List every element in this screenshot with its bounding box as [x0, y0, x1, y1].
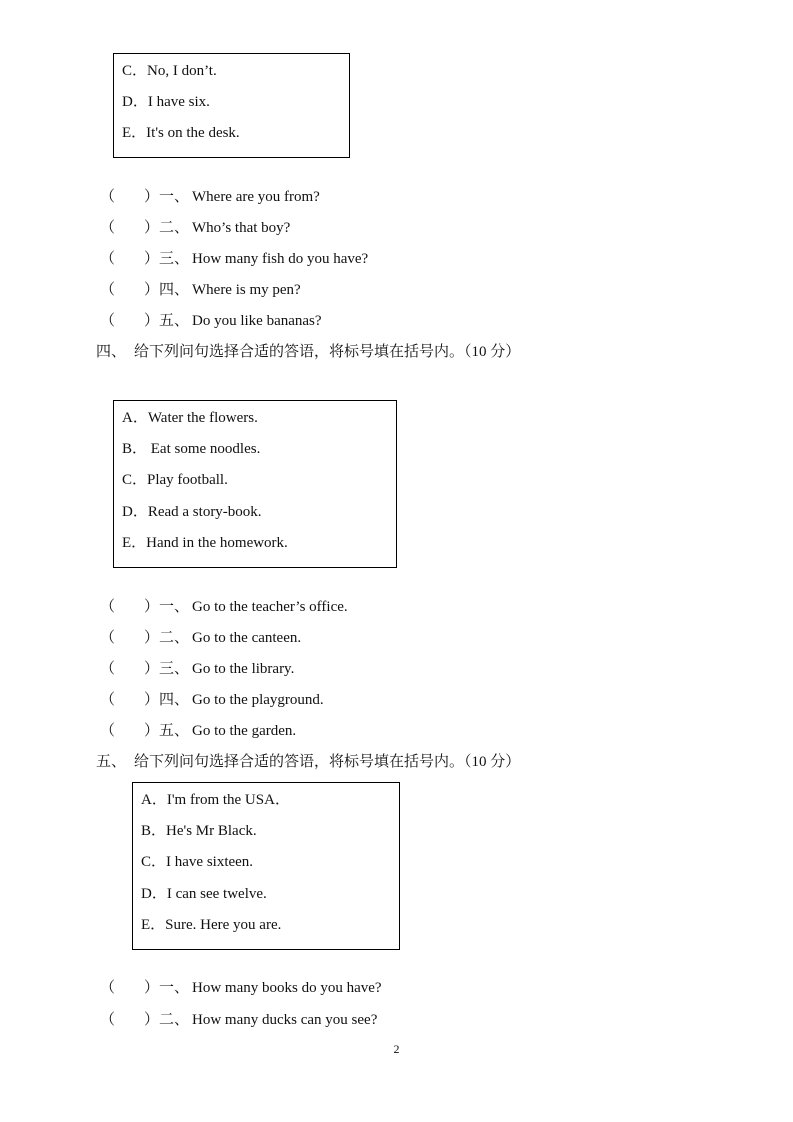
option-d: D．Read a story-book.: [122, 504, 262, 520]
answer-paren-open: （: [100, 630, 116, 646]
section-number: 四、: [96, 344, 127, 360]
question-text: Go to the library.: [192, 661, 295, 677]
question-text: Go to the canteen.: [192, 630, 302, 646]
answer-paren-close: ）五、: [144, 313, 190, 329]
option-b: B． Eat some noodles.: [122, 441, 261, 457]
answer-options-box-3: [132, 782, 400, 950]
answer-paren-close: ）一、: [144, 980, 190, 996]
answer-paren-open: （: [100, 723, 116, 739]
answer-paren-open: （: [100, 313, 116, 329]
question-text: Do you like bananas?: [192, 313, 322, 329]
answer-paren-close: ）五、: [144, 723, 190, 739]
section-instruction: 给下列问句选择合适的答语，将标号填在括号内。（10 分）: [134, 754, 521, 770]
question-text: How many books do you have?: [192, 980, 382, 996]
answer-paren-close: ）一、: [144, 599, 190, 615]
answer-paren-close: ）三、: [144, 251, 190, 267]
answer-paren-open: （: [100, 282, 116, 298]
option-b: B．He's Mr Black.: [141, 823, 257, 839]
question-text: Where are you from?: [192, 189, 320, 205]
answer-paren-open: （: [100, 220, 116, 236]
option-c: C．No, I don’t.: [122, 63, 217, 79]
question-text: Go to the garden.: [192, 723, 297, 739]
option-e: E．It's on the desk.: [122, 125, 240, 141]
option-c: C．Play football.: [122, 472, 228, 488]
section-4-heading: [96, 343, 520, 361]
answer-paren-close: ）一、: [144, 189, 190, 205]
answer-options-box-1: [113, 53, 350, 158]
answer-paren-open: （: [100, 692, 116, 708]
answer-paren-open: （: [100, 189, 116, 205]
option-a: A．I'm from the USA．: [141, 792, 290, 808]
answer-paren-open: （: [100, 1012, 116, 1028]
page-number: 2: [393, 1042, 400, 1056]
option-a: A．Water the flowers.: [122, 410, 258, 426]
answer-paren-close: ）四、: [144, 692, 190, 708]
answer-paren-close: ）二、: [144, 1012, 190, 1028]
answer-paren-close: ）三、: [144, 661, 190, 677]
question-text: Go to the playground.: [192, 692, 324, 708]
question-text: Who’s that boy?: [192, 220, 291, 236]
question-text: Go to the teacher’s office.: [192, 599, 348, 615]
option-e: E．Sure. Here you are.: [141, 917, 282, 933]
question-text: How many fish do you have?: [192, 251, 369, 267]
option-d: D．I have six.: [122, 94, 210, 110]
answer-paren-open: （: [100, 661, 116, 677]
answer-paren-open: （: [100, 980, 116, 996]
option-d: D．I can see twelve.: [141, 886, 267, 902]
option-c: C．I have sixteen.: [141, 854, 254, 870]
answer-paren-close: ）二、: [144, 630, 190, 646]
section-5-heading: [96, 753, 520, 771]
question-text: Where is my pen?: [192, 282, 301, 298]
answer-paren-open: （: [100, 251, 116, 267]
answer-options-box-2: [113, 400, 397, 568]
section-instruction: 给下列问句选择合适的答语，将标号填在括号内。（10 分）: [134, 344, 521, 360]
answer-paren-open: （: [100, 599, 116, 615]
question-text: How many ducks can you see?: [192, 1012, 378, 1028]
option-e: E．Hand in the homework.: [122, 535, 288, 551]
answer-paren-close: ）二、: [144, 220, 190, 236]
answer-paren-close: ）四、: [144, 282, 190, 298]
section-number: 五、: [96, 754, 127, 770]
